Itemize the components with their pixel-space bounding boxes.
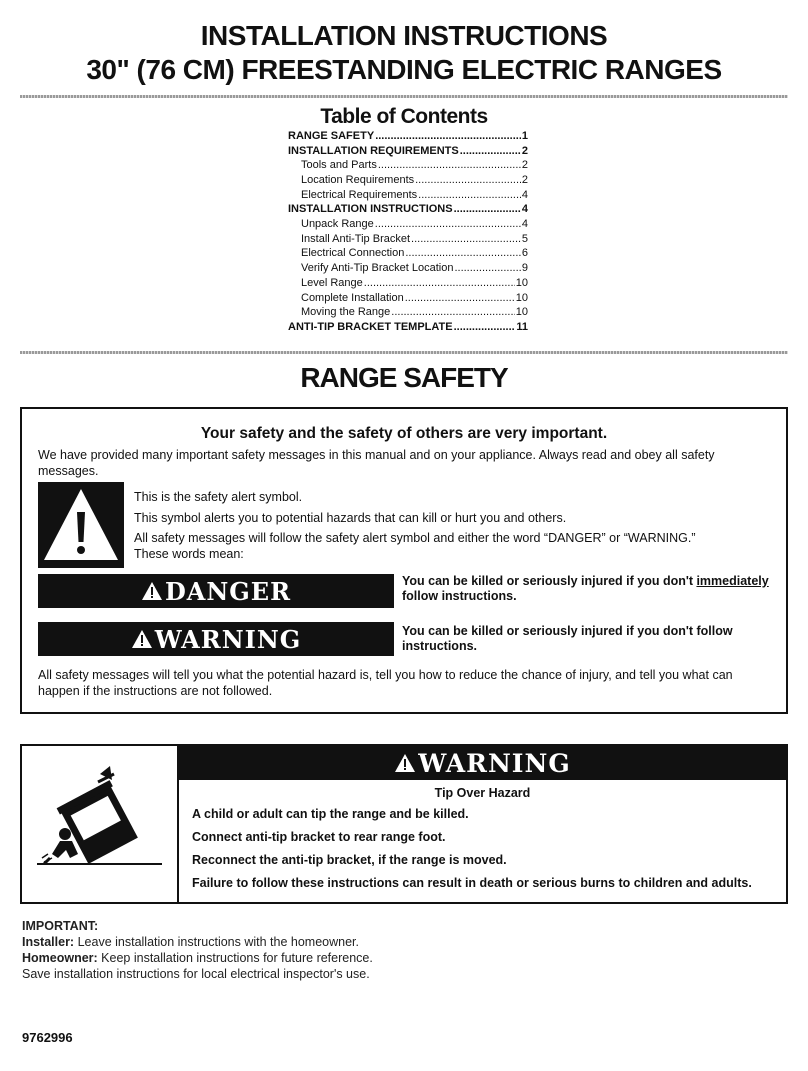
toc-entry[interactable]: Complete Installation ..... 10 [288,291,528,306]
warning-triangle-icon [141,581,163,601]
warning-triangle-icon [394,753,416,773]
danger-description: You can be killed or seriously injured if you don't immediately follow instructions. [402,574,769,603]
safety-heading: Your safety and the safety of others are very important. [200,425,608,442]
homeowner-note: Homeowner: Keep installation instructions for future reference. [22,951,373,965]
table-of-contents [288,129,528,335]
section-title-range-safety: RANGE SAFETY [300,362,508,393]
toc-entry[interactable]: Level Range ..... 10 [288,276,528,291]
range-tip-over-pictogram-icon [22,746,177,902]
tip-over-line-1: A child or adult can tip the range and be killed. [192,807,469,821]
toc-title: Table of Contents [320,105,488,128]
toc-entry[interactable]: Electrical Requirements ..... 4 [288,188,528,203]
document-title-line2: 30" (76 CM) FREESTANDING ELECTRIC RANGES [86,54,722,85]
tip-over-warning-header: WARNING [179,746,786,780]
alert-line-2: This symbol alerts you to potential hazards that can kill or hurt you and others. [134,511,567,525]
inspector-note: Save installation instructions for local electrical inspector's use. [22,967,370,981]
toc-entry[interactable]: INSTALLATION INSTRUCTIONS ..... 4 [288,202,528,217]
toc-divider [20,351,788,354]
tip-over-warning-box [20,744,788,904]
important-heading: IMPORTANT: [22,919,99,933]
alert-line-4: These words mean: [134,547,244,561]
tip-over-hazard-title: Tip Over Hazard [434,786,531,800]
alert-line-3: All safety messages will follow the safety alert symbol and either the word “DANGER” or “WARNING.” [134,531,696,545]
warning-signal-word: WARNING [38,622,394,656]
toc-entry[interactable]: Install Anti-Tip Bracket ..... 5 [288,232,528,247]
tip-over-pictogram-panel [22,746,179,902]
toc-entry[interactable]: Electrical Connection ..... 6 [288,247,528,262]
safety-alert-symbol [38,482,124,568]
toc-entry[interactable]: Verify Anti-Tip Bracket Location ..... 9 [288,261,528,276]
tip-over-line-4: Failure to follow these instructions can result in death or serious burns to children and adults. [192,876,752,890]
header-divider [20,95,788,98]
tip-over-line-3: Reconnect the anti-tip bracket, if the range is moved. [192,853,507,867]
safety-intro: We have provided many important safety messages in this manual and on your appliance. Always read and obey all safety messages. [38,448,715,478]
toc-entry[interactable]: Unpack Range ..... 4 [288,217,528,232]
safety-info-box [20,407,788,714]
danger-signal-word: DANGER [38,574,394,608]
toc-entry[interactable]: INSTALLATION REQUIREMENTS ..... 2 [288,144,528,159]
document-title-line1: INSTALLATION INSTRUCTIONS [200,20,608,51]
toc-entry[interactable]: Tools and Parts ..... 2 [288,158,528,173]
toc-entry[interactable]: Moving the Range ..... 10 [288,305,528,320]
toc-entry[interactable]: ANTI-TIP BRACKET TEMPLATE ..... 11 [288,320,528,335]
alert-line-1: This is the safety alert symbol. [134,490,303,504]
warning-triangle-icon [38,482,124,568]
warning-description: You can be killed or seriously injured if you don't follow instructions. [402,624,733,653]
part-number: 9762996 [22,1030,73,1045]
installer-note: Installer: Leave installation instructions with the homeowner. [22,935,359,949]
toc-entry[interactable]: Location Requirements ..... 2 [288,173,528,188]
safety-closing: All safety messages will tell you what the potential hazard is, tell you how to reduce the chance of injury, and tell you what can happen if the instructions are not followed. [38,668,733,698]
toc-entry[interactable]: RANGE SAFETY ..... 1 [288,129,528,144]
tip-over-line-2: Connect anti-tip bracket to rear range foot. [192,830,446,844]
warning-triangle-icon [131,629,153,649]
